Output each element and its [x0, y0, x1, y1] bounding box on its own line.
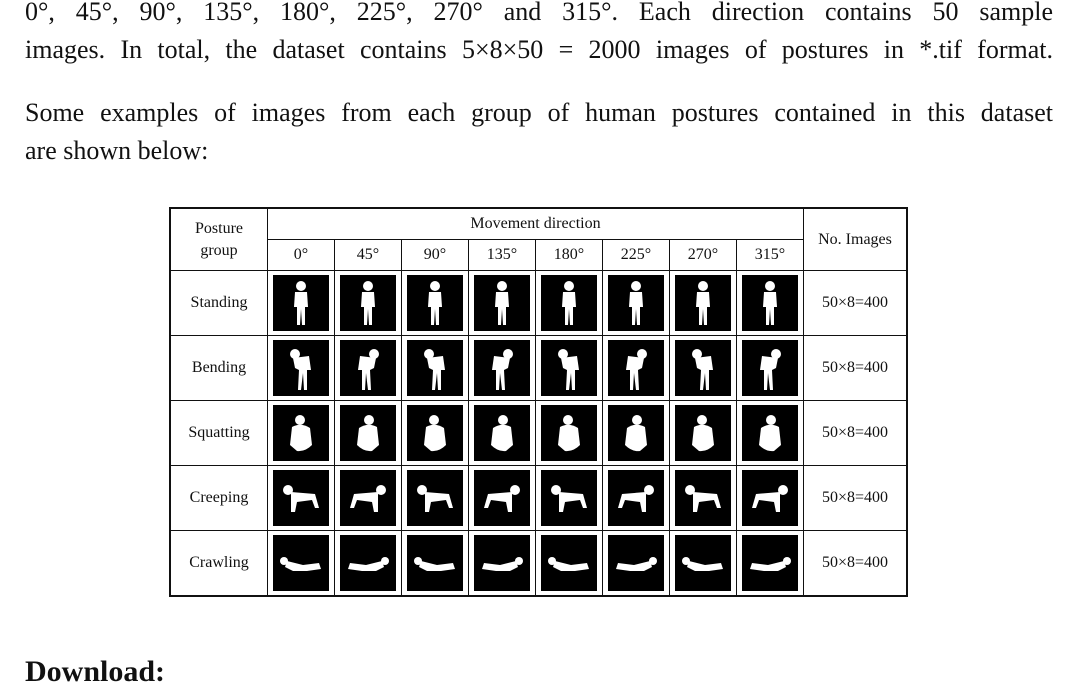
posture-image-cell — [603, 336, 670, 401]
posture-silhouette-image — [541, 535, 597, 591]
posture-image-cell — [670, 466, 737, 531]
posture-silhouette-image — [541, 275, 597, 331]
posture-silhouette-image — [742, 470, 798, 526]
posture-group-label: Squatting — [170, 401, 268, 466]
posture-group-label: Creeping — [170, 466, 268, 531]
posture-image-cell — [469, 271, 536, 336]
intro-paragraph — [25, 0, 1053, 69]
table-row — [170, 401, 907, 466]
direction-header-cell: 270° — [670, 240, 737, 271]
posture-image-cell — [536, 336, 603, 401]
image-count-cell: 50×8=400 — [804, 466, 908, 531]
table-row — [170, 531, 907, 597]
posture-image-cell — [268, 466, 335, 531]
posture-silhouette-image — [407, 470, 463, 526]
posture-image-cell — [469, 466, 536, 531]
posture-group-label: Crawling — [170, 531, 268, 597]
posture-image-cell — [335, 401, 402, 466]
posture-image-cell — [335, 271, 402, 336]
posture-silhouette-image — [407, 535, 463, 591]
posture-image-cell — [603, 531, 670, 597]
posture-image-cell — [402, 401, 469, 466]
posture-silhouette-image — [608, 535, 664, 591]
examples-line-1: Some examples of images from each group of human postures contained in this dataset — [25, 98, 1053, 127]
posture-group-header-line2: group — [200, 241, 238, 259]
posture-silhouette-image — [608, 275, 664, 331]
posture-silhouette-image — [474, 340, 530, 396]
posture-silhouette-image — [675, 275, 731, 331]
posture-image-cell — [670, 336, 737, 401]
posture-image-cell — [536, 271, 603, 336]
posture-silhouette-image — [407, 340, 463, 396]
posture-silhouette-image — [742, 340, 798, 396]
posture-silhouette-image — [340, 275, 396, 331]
posture-silhouette-image — [474, 275, 530, 331]
posture-silhouette-image — [474, 470, 530, 526]
posture-image-cell — [536, 466, 603, 531]
posture-image-cell — [737, 271, 804, 336]
no-images-header: No. Images — [804, 208, 908, 271]
posture-group-header-line1: Posture — [195, 219, 243, 237]
table-row — [170, 466, 907, 531]
posture-image-cell — [268, 401, 335, 466]
intro-line-2: images. In total, the dataset contains 5×8×50 = 2000 images of postures in *.tif format. — [25, 35, 1053, 64]
image-count-cell: 50×8=400 — [804, 336, 908, 401]
posture-silhouette-image — [407, 275, 463, 331]
posture-group-header — [170, 208, 268, 271]
posture-image-cell — [670, 401, 737, 466]
direction-header-cell: 225° — [603, 240, 670, 271]
posture-silhouette-image — [541, 405, 597, 461]
image-count-cell: 50×8=400 — [804, 531, 908, 597]
posture-silhouette-image — [541, 340, 597, 396]
posture-image-cell — [737, 336, 804, 401]
posture-silhouette-image — [273, 275, 329, 331]
posture-image-cell — [469, 336, 536, 401]
posture-group-label: Standing — [170, 271, 268, 336]
posture-silhouette-image — [675, 535, 731, 591]
posture-image-cell — [603, 466, 670, 531]
posture-table-body — [170, 271, 907, 597]
posture-image-cell — [670, 271, 737, 336]
posture-image-cell — [603, 271, 670, 336]
posture-silhouette-image — [675, 405, 731, 461]
posture-image-cell — [335, 336, 402, 401]
posture-silhouette-image — [608, 405, 664, 461]
posture-silhouette-image — [742, 275, 798, 331]
posture-image-cell — [402, 466, 469, 531]
posture-silhouette-image — [340, 405, 396, 461]
posture-image-cell — [737, 466, 804, 531]
posture-image-cell — [469, 401, 536, 466]
posture-image-cell — [402, 336, 469, 401]
posture-image-cell — [603, 401, 670, 466]
direction-header-cell: 45° — [335, 240, 402, 271]
posture-silhouette-image — [675, 340, 731, 396]
posture-silhouette-image — [675, 470, 731, 526]
posture-image-cell — [536, 401, 603, 466]
posture-image-cell — [268, 336, 335, 401]
direction-header-cell: 0° — [268, 240, 335, 271]
direction-header-cell: 180° — [536, 240, 603, 271]
posture-image-cell — [402, 531, 469, 597]
posture-silhouette-image — [474, 535, 530, 591]
posture-silhouette-image — [608, 340, 664, 396]
posture-image-cell — [670, 531, 737, 597]
intro-line-1: 0°, 45°, 90°, 135°, 180°, 225°, 270° and 315°. Each direction contains 50 sample — [25, 0, 1053, 26]
posture-group-label: Bending — [170, 336, 268, 401]
posture-silhouette-image — [340, 535, 396, 591]
posture-silhouette-image — [273, 405, 329, 461]
download-heading: Download: — [25, 655, 166, 688]
posture-image-cell — [268, 271, 335, 336]
posture-image-cell — [536, 531, 603, 597]
posture-silhouette-image — [474, 405, 530, 461]
posture-image-cell — [335, 466, 402, 531]
posture-silhouette-image — [273, 470, 329, 526]
direction-header-cell: 135° — [469, 240, 536, 271]
table-row — [170, 336, 907, 401]
posture-silhouette-image — [541, 470, 597, 526]
image-count-cell: 50×8=400 — [804, 271, 908, 336]
posture-silhouette-image — [742, 405, 798, 461]
direction-header-cell: 315° — [737, 240, 804, 271]
direction-header-cell: 90° — [402, 240, 469, 271]
posture-silhouette-image — [407, 405, 463, 461]
posture-image-cell — [737, 531, 804, 597]
posture-image-cell — [469, 531, 536, 597]
posture-silhouette-image — [340, 470, 396, 526]
image-count-cell: 50×8=400 — [804, 401, 908, 466]
posture-silhouette-image — [608, 470, 664, 526]
posture-silhouette-image — [340, 340, 396, 396]
posture-silhouette-image — [742, 535, 798, 591]
posture-examples-table — [169, 207, 908, 597]
direction-header-row — [170, 240, 907, 271]
posture-silhouette-image — [273, 535, 329, 591]
examples-line-2: are shown below: — [25, 136, 209, 165]
movement-direction-header: Movement direction — [268, 208, 804, 240]
posture-image-cell — [335, 531, 402, 597]
examples-paragraph — [25, 94, 1053, 170]
posture-image-cell — [402, 271, 469, 336]
posture-image-cell — [737, 401, 804, 466]
posture-image-cell — [268, 531, 335, 597]
posture-silhouette-image — [273, 340, 329, 396]
table-row — [170, 271, 907, 336]
